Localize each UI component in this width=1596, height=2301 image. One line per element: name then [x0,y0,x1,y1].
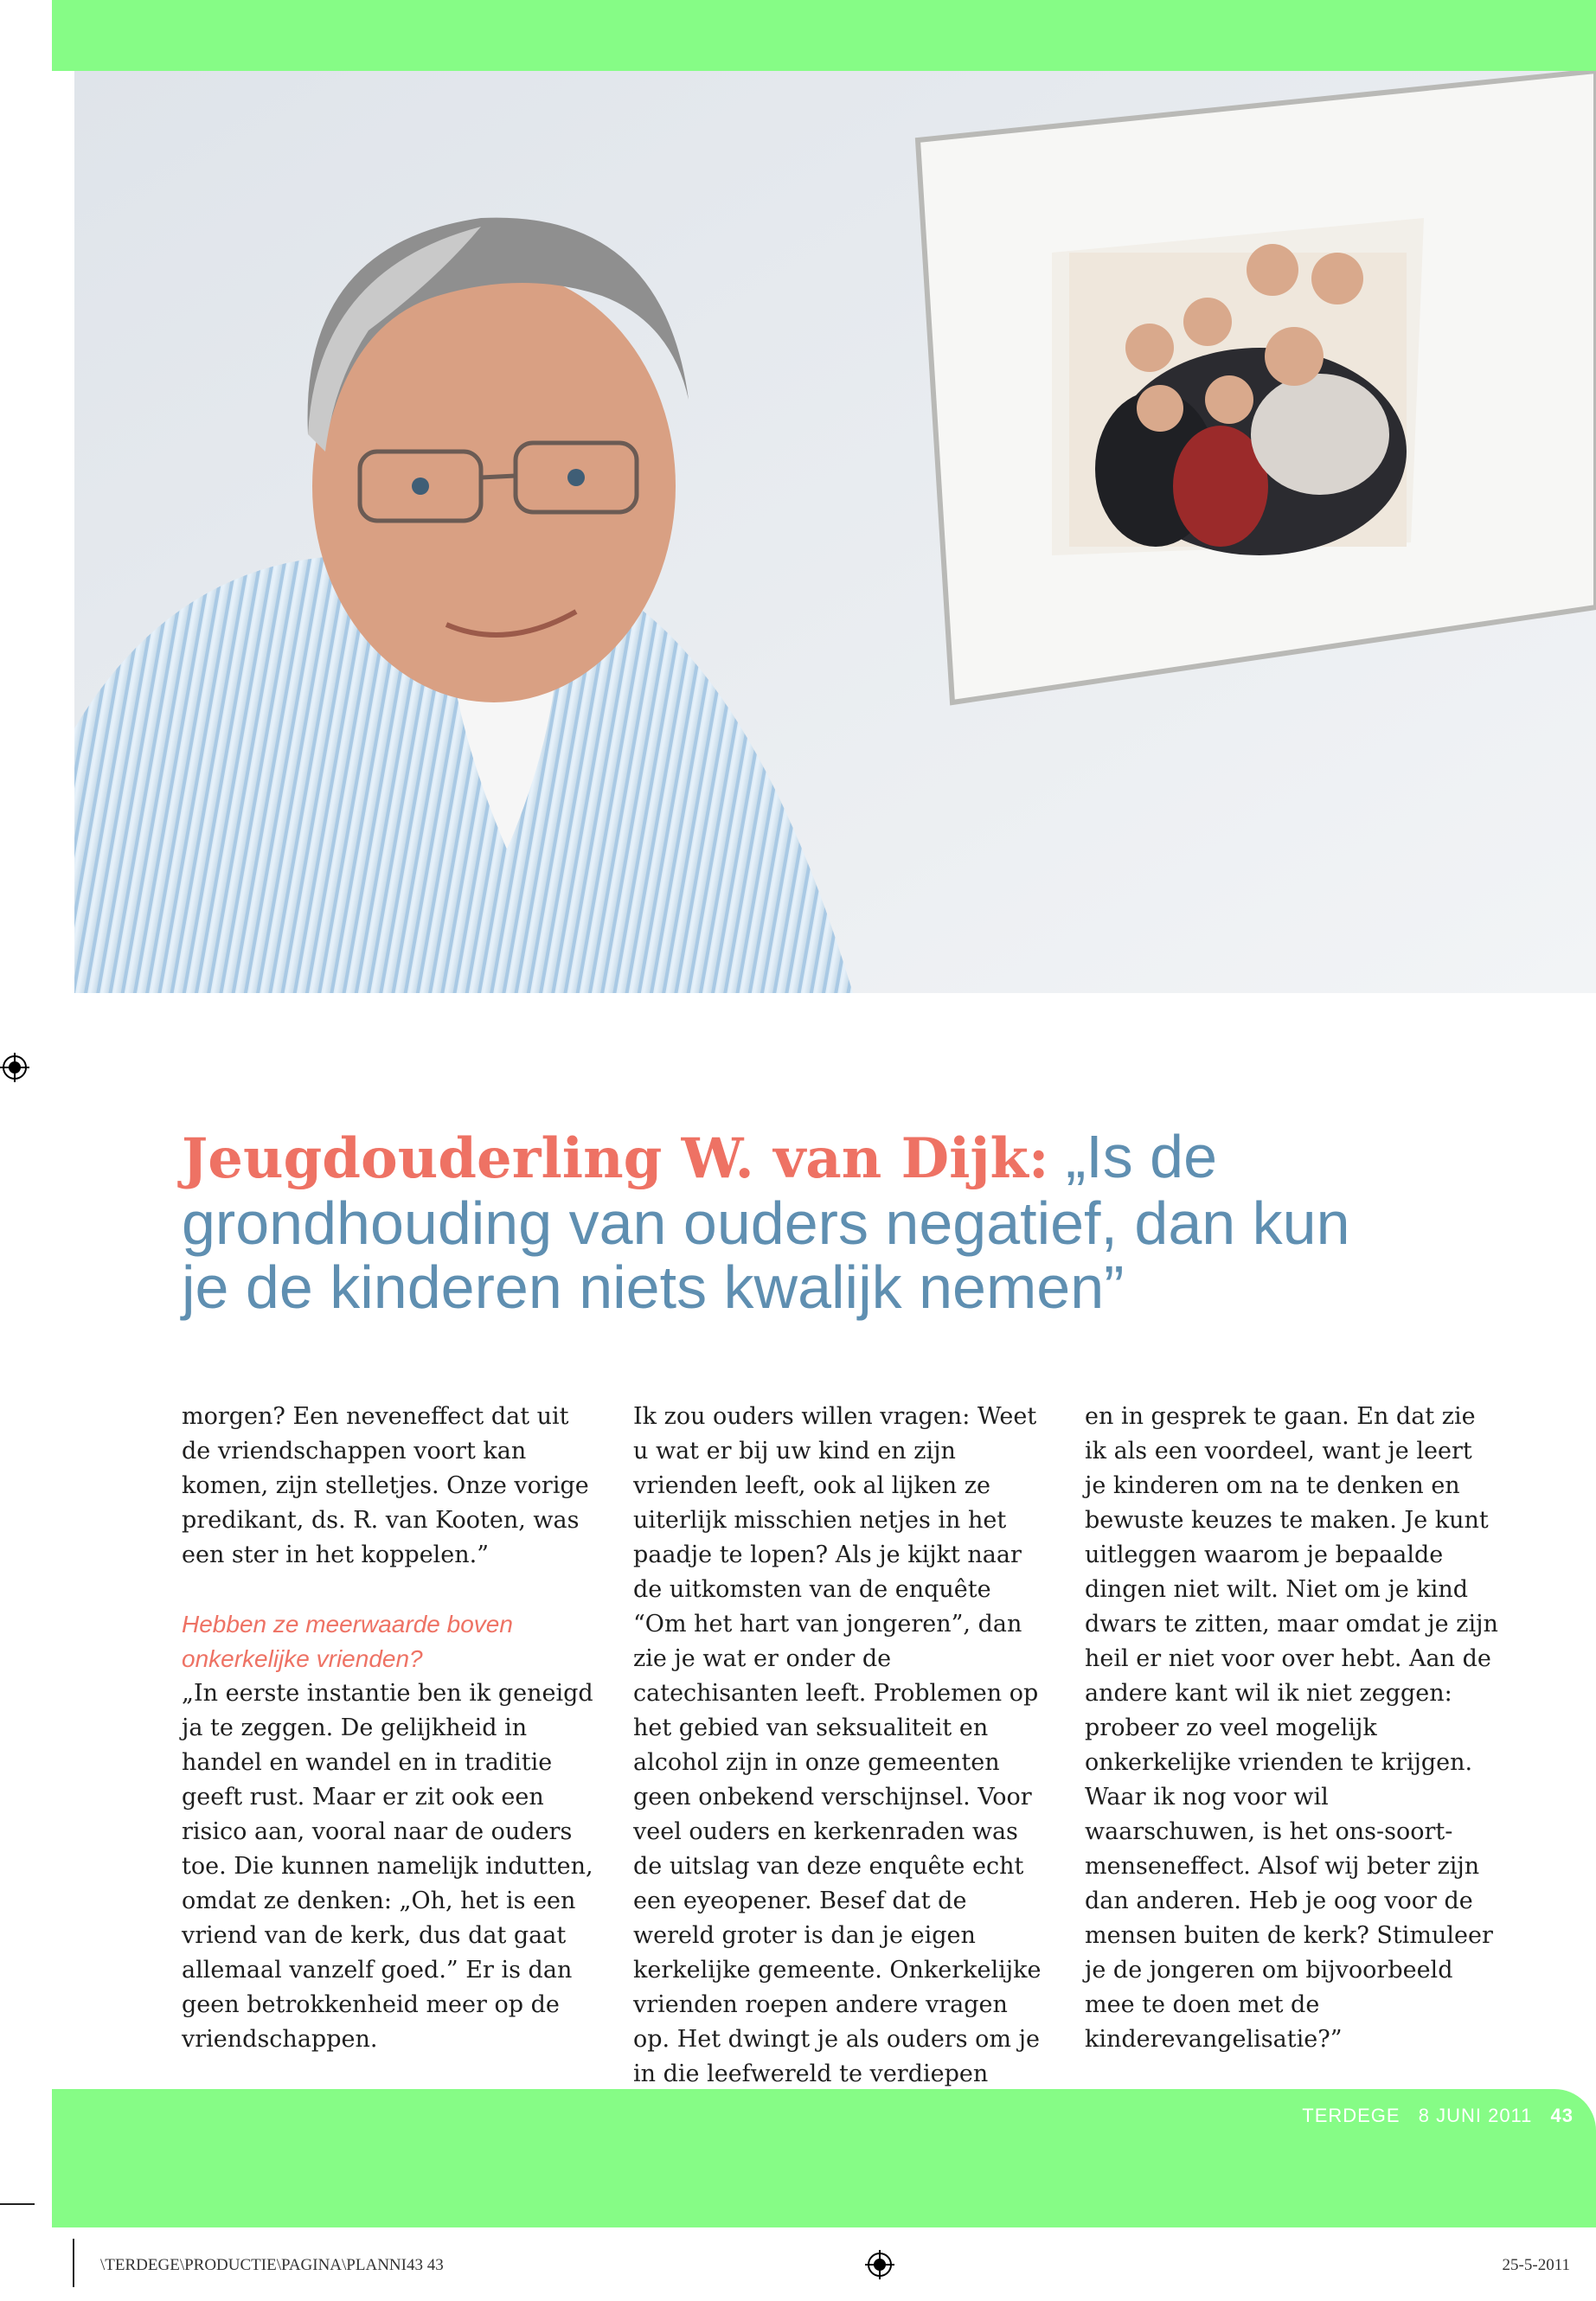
registration-mark-icon [865,2250,894,2279]
col1-paragraph-2: „In eerste instantie ben ik geneigd ja te zeggen. De gelijkheid in handel en wandel en in traditie geeft rust. Maar er zit ook een risico aan, vooral naar de ouders toe. Die kunnen namelijk indutten, omdat ze denken: „Oh, het is een vriend van de kerk, dus dat gaat allemaal vanzelf goed.” Er is dan geen betrokkenheid meer op de vriendschappen. [182,1680,593,2053]
col3-paragraph-1: en in gesprek te gaan. En dat zie ik als een voordeel, want je leert je kinderen om na te denken en bewuste keuzes te maken. Je kunt uitleggen waarom je bepaalde dingen niet wilt. Niet om je kind dwars te zitten, maar omdat je zijn heil er niet voor over hebt. Aan de andere kant wil ik niet zeggen: probeer zo veel mogelijk onkerkelijke vrienden te krijgen. [1085,1403,1498,1776]
article-column-1 [182,1400,597,2057]
top-color-band [52,0,1596,71]
col1-paragraph-1: morgen? Een neveneffect dat uit de vriendschappen voort kan komen, zijn stelletjes. Onze vorige predikant, ds. R. van Kooten, was een ster in het koppelen.” [182,1403,589,1568]
col3-paragraph-2: Waar ik nog voor wil waarschuwen, is het ons-soort-menseneffect. Alsof wij beter zijn dan anderen. Heb je oog voor de mensen buiten de kerk? Stimuleer je de jongeren om bijvoorbeeld mee te doen met de kinderevangelisatie?” [1085,1784,1493,2053]
article-headline [182,1125,1393,1319]
article-column-3 [1085,1400,1500,2057]
col2-paragraph-1: Ik zou ouders willen vragen: Weet u wat er bij uw kind en zijn vrienden leeft, ook al lijken ze uiterlijk misschien netjes in het paadje te lopen? Als je kijkt naar de uitkomsten van de enquête “Om het hart van jongeren”, dan zie je wat er onder de catechisanten leeft. Problemen op het gebied van seksualiteit en alcohol zijn in onze gemeenten geen onbekend verschijnsel. Voor veel ouders en kerkenraden was de uitslag van deze enquête echt een eyeopener. Besef dat de wereld groter is dan je eigen kerkelijke gemeente. Onkerkelijke vrienden roepen andere vragen op. Het dwingt je als ouders om je in die leefwereld te verdiepen [633,1403,1042,2087]
crop-mark [0,2203,35,2205]
slug-path: \TERDEGE\PRODUCTIE\PAGINA\PLANNI43 43 [100,2256,444,2274]
headline-quote: „Is de grondhouding van ouders negatief, dan kun je de kinderen niets kwalijk nemen” [182,1123,1350,1321]
footer-page-number: 43 [1550,2105,1574,2126]
footer-date: 8 JUNI 2011 [1418,2105,1533,2126]
interview-question: Hebben ze meerwaarde boven onkerkelijke vrienden? [182,1611,513,1672]
portrait-illustration [74,71,1596,993]
crop-mark [73,2239,74,2287]
page-footer [1290,2105,1574,2127]
article-column-2 [633,1400,1048,2092]
registration-mark-icon [0,1053,29,1082]
headline-name: Jeugdouderling W. van Dijk: [182,1126,1049,1191]
portrait-photo [74,71,1596,993]
slug-date: 25-5-2011 [1502,2256,1570,2274]
footer-magazine: TERDEGE [1302,2105,1401,2126]
